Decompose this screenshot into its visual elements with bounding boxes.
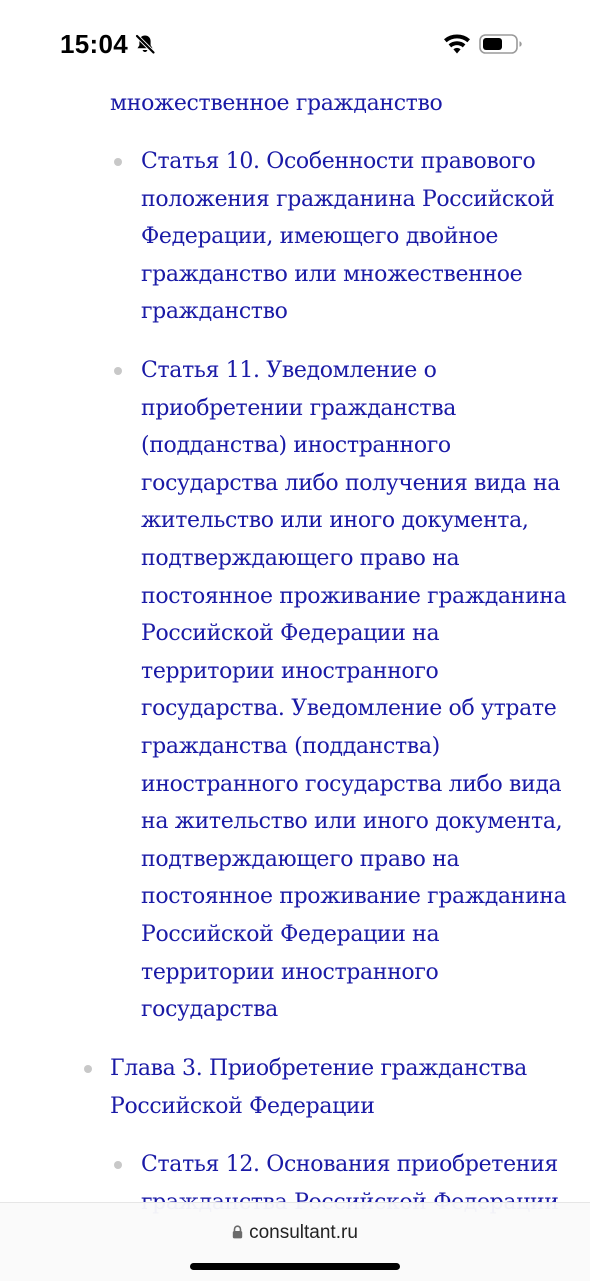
toc-line: территории иностранного xyxy=(141,959,439,985)
browser-address-bar[interactable] xyxy=(0,1202,590,1281)
bell-slash-icon xyxy=(134,33,156,55)
status-bar xyxy=(0,0,590,90)
toc-line: Глава 3. Приобретение гражданства xyxy=(110,1056,527,1081)
toc-line: гражданство или множественное xyxy=(141,261,523,287)
toc-line: подтверждающего право на xyxy=(141,545,460,571)
home-indicator[interactable] xyxy=(190,1263,400,1270)
toc-line: государства. Уведомление об утрате xyxy=(141,696,557,722)
toc-link-article-11[interactable] xyxy=(141,352,566,1029)
toc-line: гражданство xyxy=(141,299,288,325)
lock-icon xyxy=(232,1225,243,1239)
toc-link-continuation[interactable] xyxy=(110,85,442,123)
toc-line: положения гражданина Российской xyxy=(141,186,555,212)
battery-icon xyxy=(479,33,523,55)
toc-link-article-10[interactable] xyxy=(141,143,554,331)
toc-line: подтверждающего право на xyxy=(141,846,460,872)
toc-line: территории иностранного xyxy=(141,658,439,684)
toc-line: Статья 10. Особенности правового xyxy=(141,149,536,174)
toc-line: Статья 12. Основания приобретения xyxy=(141,1152,558,1177)
toc-line: Российской Федерации xyxy=(110,1093,375,1119)
toc-line: государства либо получения вида на xyxy=(141,470,561,496)
toc-line: множественное гражданство xyxy=(110,91,443,116)
toc-line: (подданства) иностранного xyxy=(141,433,451,459)
list-bullet xyxy=(114,367,122,375)
url-display[interactable] xyxy=(0,1221,590,1245)
toc-line: гражданства (подданства) xyxy=(141,733,440,759)
toc-line: жительство или иного документа, xyxy=(141,508,529,534)
toc-line: приобретении гражданства xyxy=(141,395,457,421)
toc-line: постоянное проживание гражданина xyxy=(141,583,567,609)
list-bullet xyxy=(114,158,122,166)
list-bullet xyxy=(114,1161,122,1169)
status-time: 15:04 xyxy=(60,29,128,59)
toc-line: Статья 11. Уведомление о xyxy=(141,358,437,383)
toc-line: государства xyxy=(141,997,278,1023)
toc-line: на жительство или иного документа, xyxy=(141,809,563,835)
toc-line: Федерации, имеющего двойное xyxy=(141,224,499,250)
toc-line: постоянное проживание гражданина xyxy=(141,884,567,910)
toc-line: Российской Федерации на xyxy=(141,921,440,947)
wifi-icon xyxy=(443,33,471,55)
toc-link-chapter-3[interactable] xyxy=(110,1050,527,1125)
url-text: consultant.ru xyxy=(249,1222,358,1243)
toc-line: иностранного государства либо вида xyxy=(141,771,562,797)
toc-line: Российской Федерации на xyxy=(141,621,440,647)
list-bullet xyxy=(84,1065,92,1073)
